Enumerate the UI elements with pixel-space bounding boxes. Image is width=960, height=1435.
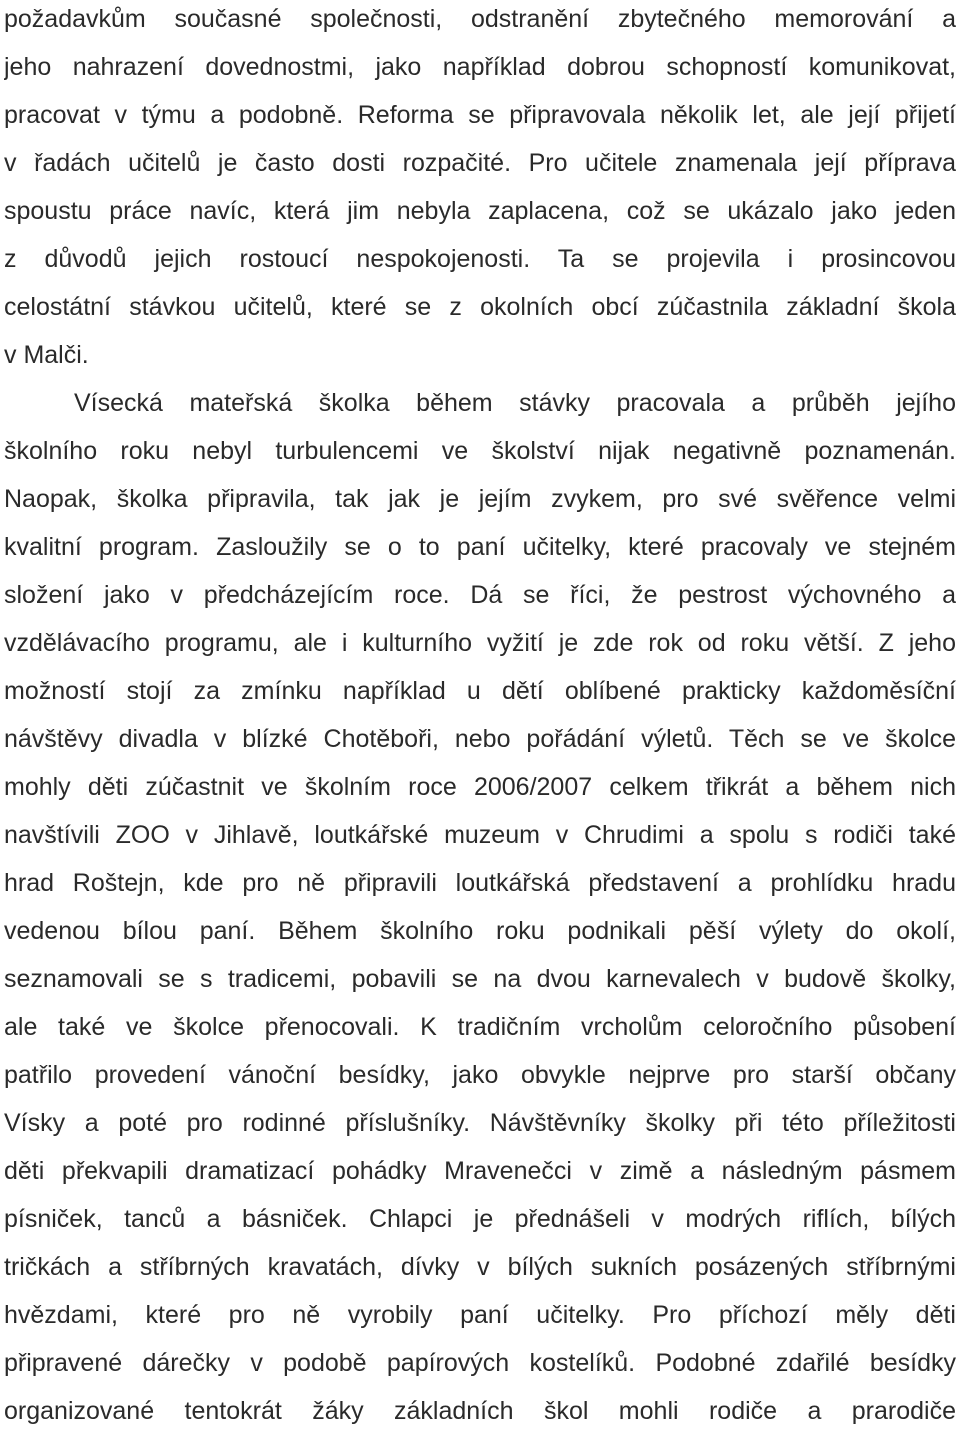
text-line: Naopak, školka připravila, tak jak je jejím zvykem, pro své svěřence velmi: [4, 485, 956, 513]
text-line: navštívili ZOO v Jihlavě, loutkářské muzeum v Chrudimi a spolu s rodiči také: [4, 821, 956, 849]
text-line: z důvodů jejich rostoucí nespokojenosti. Ta se projevila i prosincovou: [4, 245, 956, 273]
text-line: Vísecká mateřská školka během stávky pracovala a průběh jejího: [74, 389, 956, 417]
text-line: jeho nahrazení dovednostmi, jako například dobrou schopností komunikovat,: [4, 53, 956, 81]
text-line: tričkách a stříbrných kravatách, dívky v bílých sukních posázených stříbrnými: [4, 1253, 956, 1281]
text-line: vedenou bílou paní. Během školního roku podnikali pěší výlety do okolí,: [4, 917, 956, 945]
text-line: možností stojí za zmínku například u dětí oblíbené prakticky každoměsíční: [4, 677, 956, 705]
text-line: celostátní stávkou učitelů, které se z okolních obcí zúčastnila základní škola: [4, 293, 956, 321]
text-line: složení jako v předcházejícím roce. Dá se říci, že pestrost výchovného a: [4, 581, 956, 609]
text-line: pracovat v týmu a podobně. Reforma se připravovala několik let, ale její přijetí: [4, 101, 956, 129]
text-line: požadavkům současné společnosti, odstranění zbytečného memorování a: [4, 5, 956, 33]
text-line: v řadách učitelů je často dosti rozpačité. Pro učitele znamenala její příprava: [4, 149, 956, 177]
text-line: hvězdami, které pro ně vyrobily paní učitelky. Pro příchozí měly děti: [4, 1301, 956, 1329]
text-line: spoustu práce navíc, která jim nebyla zaplacena, což se ukázalo jako jeden: [4, 197, 956, 225]
text-line: ale také ve školce přenocovali. K tradičním vrcholům celoročního působení: [4, 1013, 956, 1041]
paragraph-1: [4, 0, 956, 379]
text-line: organizované tentokrát žáky základních škol mohli rodiče a prarodiče: [4, 1397, 956, 1425]
text-line: hrad Roštejn, kde pro ně připravili loutkářská představení a prohlídku hradu: [4, 869, 956, 897]
text-line: seznamovali se s tradicemi, pobavili se na dvou karnevalech v budově školky,: [4, 965, 956, 993]
text-line: patřilo provedení vánoční besídky, jako obvykle nejprve pro starší občany: [4, 1061, 956, 1089]
text-line: kvalitní program. Zasloužily se o to paní učitelky, které pracovaly ve stejném: [4, 533, 956, 561]
text-line: písniček, tanců a básniček. Chlapci je přednášeli v modrých riflích, bílých: [4, 1205, 956, 1233]
text-line: mohly děti zúčastnit ve školním roce 2006/2007 celkem třikrát a během nich: [4, 773, 956, 801]
text-line: školního roku nebyl turbulencemi ve školství nijak negativně poznamenán.: [4, 437, 956, 465]
text-line: děti překvapili dramatizací pohádky Mravenečci v zimě a následným pásmem: [4, 1157, 956, 1185]
text-line: návštěvy divadla v blízké Chotěboři, nebo pořádání výletů. Těch se ve školce: [4, 725, 956, 753]
paragraph-2: [4, 379, 956, 1435]
text-line: vzdělávacího programu, ale i kulturního vyžití je zde rok od roku větší. Z jeho: [4, 629, 956, 657]
text-line: v Malči.: [4, 341, 89, 369]
text-line: Vísky a poté pro rodinné příslušníky. Návštěvníky školky při této příležitosti: [4, 1109, 956, 1137]
text-line: připravené dárečky v podobě papírových kostelíků. Podobné zdařilé besídky: [4, 1349, 956, 1377]
document-page: [4, 0, 956, 1435]
